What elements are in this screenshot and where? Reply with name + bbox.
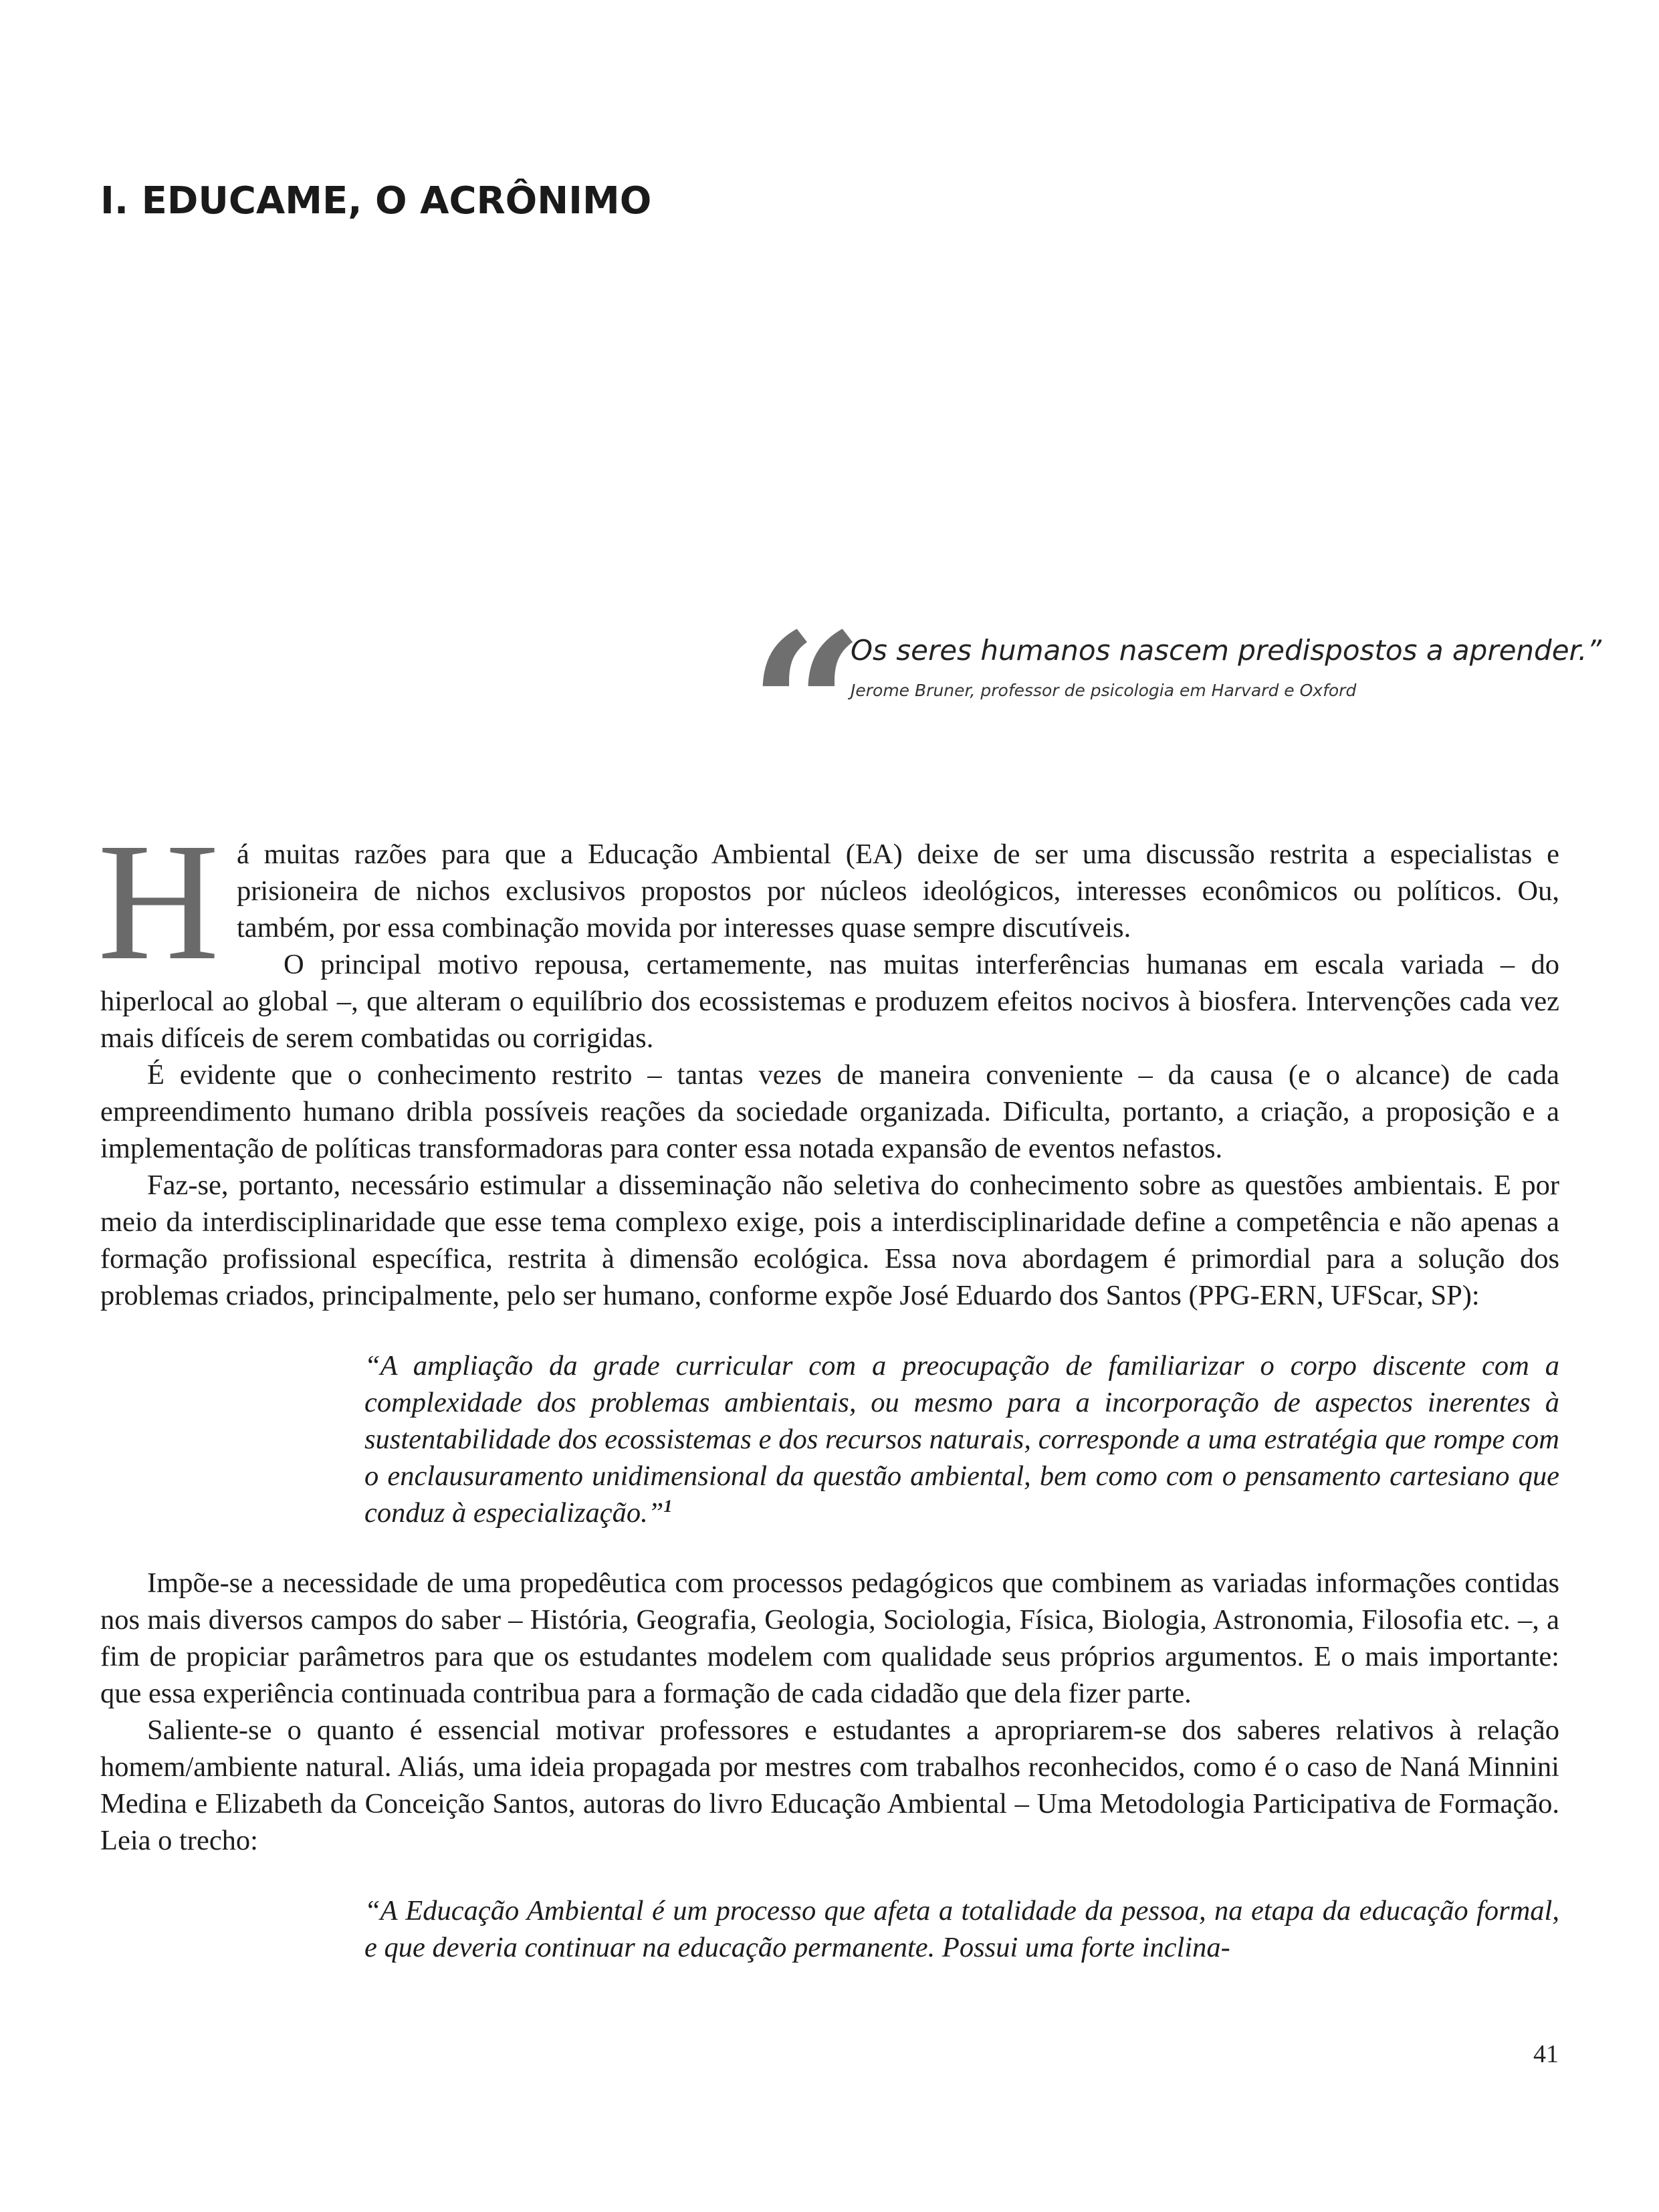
quote-mark-icon: “ — [749, 589, 865, 825]
paragraph-3: É evidente que o conhecimento restrito – tantas vezes de maneira conveniente – da causa (e o alcance) de cada empreendimento humano dribla possíveis reações da sociedade organizada. Dificulta, portanto, a criação, a proposição e a implementação de políticas transformadoras para conter essa notada expansão de eventos nefastos. — [100, 1059, 1559, 1164]
paragraph-1-text: á muitas razões para que a Educação Ambiental (EA) deixe de ser uma discussão restrita a especialistas e prisioneira de nichos exclusivos propostos por núcleos ideológicos, interesses econômicos ou políticos. Ou, também, por essa combinação movida por interesses quase sempre discutíveis. — [237, 839, 1559, 944]
block-quote-2: “A Educação Ambiental é um processo que afeta a totalidade da pessoa, na etapa da educação formal, e que deveria continuar na educação permanente. Possui uma forte inclina- — [364, 1895, 1559, 1963]
epigraph-author: Jerome Bruner, professor de psicologia em Harvard e Oxford — [851, 681, 1357, 700]
epigraph — [749, 589, 1602, 825]
page-number: 41 — [1533, 2040, 1559, 2068]
paragraph-6: Saliente-se o quanto é essencial motivar professores e estudantes a apropriarem-se dos saberes relativos à relação homem/ambiente natural. Aliás, uma ideia propagada por mestres com trabalhos reconhecidos, como é o caso de Naná Minnini Medina e Elizabeth da Conceição Santos, autoras do livro Educação Ambiental – Uma Metodologia Participativa de Formação. Leia o trecho: — [100, 1715, 1559, 1856]
drop-cap: H — [98, 808, 219, 995]
block-quote-1 — [364, 1347, 1559, 1531]
paragraph-4: Faz-se, portanto, necessário estimular a disseminação não seletiva do conhecimento sobre as questões ambientais. E por meio da interdisciplinaridade que esse tema complexo exige, pois a interdisciplinaridade define a competência e não apenas a formação profissional específica, restrita à dimensão ecológica. Essa nova abordagem é primordial para a solução dos problemas criados, principalmente, pelo ser humano, conforme expõe José Eduardo dos Santos (PPG-ERN, UFScar, SP): — [100, 1170, 1559, 1311]
paragraph-5: Impõe-se a necessidade de uma propedêutica com processos pedagógicos que combinem as variadas informações contidas nos mais diversos campos do saber – História, Geografia, Geologia, Sociologia, Física, Biologia, Astronomia, Filosofia etc. –, a fim de propiciar parâmetros para que os estudantes modelem com qualidade seus próprios argumentos. E o mais importante: que essa experiência continuada contribua para a formação de cada cidadão que dela fizer parte. — [100, 1567, 1559, 1709]
paragraph-2: O principal motivo repousa, certamemente, nas muitas interferências humanas em escala variada – do hiperlocal ao global –, que alteram o equilíbrio dos ecossistemas e produzem efeitos nocivos à biosfera. Intervenções cada vez mais difíceis de serem combatidas ou corrigidas. — [100, 949, 1559, 1054]
epigraph-text: Os seres humanos nascem predispostos a aprender.” — [851, 634, 1602, 667]
chapter-title: I. EDUCAME, O ACRÔNIMO — [100, 179, 652, 223]
body-text — [98, 808, 1559, 1999]
block-quote-1-text: “A ampliação da grade curricular com a preocupação de familiarizar o corpo discente com a complexidade dos problemas ambientais, ou mesmo para a incorporação de aspectos inerentes à sustentabilidade dos ecossistemas e dos recursos naturais, corresponde a uma estratégia que rompe com o enclausuramento unidimensional da questão ambiental, bem como com o pensamento cartesiano que conduz à especialização.” — [364, 1350, 1559, 1529]
paragraph-1 — [98, 808, 1559, 995]
footnote-marker: 1 — [663, 1496, 673, 1516]
